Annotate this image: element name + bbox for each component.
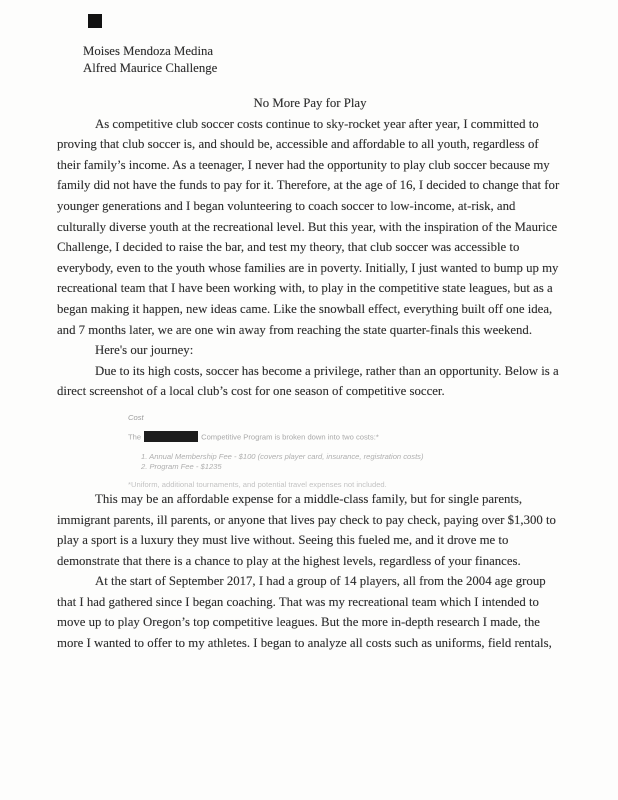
cost-heading: Cost (128, 412, 144, 422)
cost-item-list (141, 452, 563, 471)
cost-item-program-fee: 2. Program Fee - $1235 (141, 461, 222, 471)
essay-content (57, 43, 563, 654)
paragraph-september: At the start of September 2017, I had a group of 14 players, all from the 2004 age group that I had gathered since I began coaching. That was my recreational team which I intended to move up to play Oregon’s top competitive leagues. But the more in-depth research I made, the more I wanted to offer to my athletes. I began to analyze all costs such as uniforms, field rentals, (57, 574, 552, 651)
cost-item-membership: 1. Annual Membership Fee - $100 (covers player card, insurance, registration costs) (141, 451, 424, 461)
cost-intro-line (128, 431, 563, 442)
cost-footnote: *Uniform, additional tournaments, and potential travel expenses not included. (128, 479, 387, 489)
author-name: Moises Mendoza Medina (83, 44, 214, 58)
cost-intro-suffix: Competitive Program is broken down into two costs:* (201, 432, 379, 442)
author-block (83, 43, 563, 76)
redacted-club-name (144, 431, 198, 442)
page-title: No More Pay for Play (253, 96, 367, 110)
cost-intro-prefix: The (128, 432, 142, 442)
challenge-name: Alfred Maurice Challenge (83, 60, 218, 75)
journey-heading: Here's our journey: (95, 343, 194, 358)
paragraph-intro: As competitive club soccer costs continue to sky-rocket year after year, I committed to proving that club soccer is, and should be, accessible and affordable to all youth, regardless of their family’s income. As a teenager, I never had the opportunity to play club soccer because my family did not have the funds to pay for it. Therefore, at the age of 16, I decided to change that for younger generations and I began volunteering to coach soccer to low-income, at-risk, and culturally diverse youth at the recreational level. But this year, with the inspiration of the Maurice Challenge, I decided to raise the bar, and test my theory, that club soccer was accessible to everybody, even to the youth whose families are in poverty. Initially, I just wanted to bump up my recreational team that I have been working with, to play in the competitive state leagues, but as a began making it happen, new ideas came. Like the snowball effect, everything built off one idea, and 7 months later, we are one win away from reaching the state quarter-finals this weekend. (57, 116, 560, 337)
scan-artifact-mark (88, 14, 102, 28)
paragraph-costs-intro: Due to its high costs, soccer has become a privilege, rather than an opportunity. Below is a direct screenshot of a local club’s cost for one season of competitive soccer. (57, 363, 559, 399)
paragraph-affordability: This may be an affordable expense for a middle-class family, but for single parents, immigrant parents, ill parents, or anyone that lives pay check to pay check, paying over $1,300 to play a sport is a luxury they must live without. Seeing this fueled me, and it drove me to demonstrate that there is a chance to play at the highest levels, regardless of your finances. (57, 491, 556, 568)
embedded-cost-screenshot (128, 413, 563, 489)
